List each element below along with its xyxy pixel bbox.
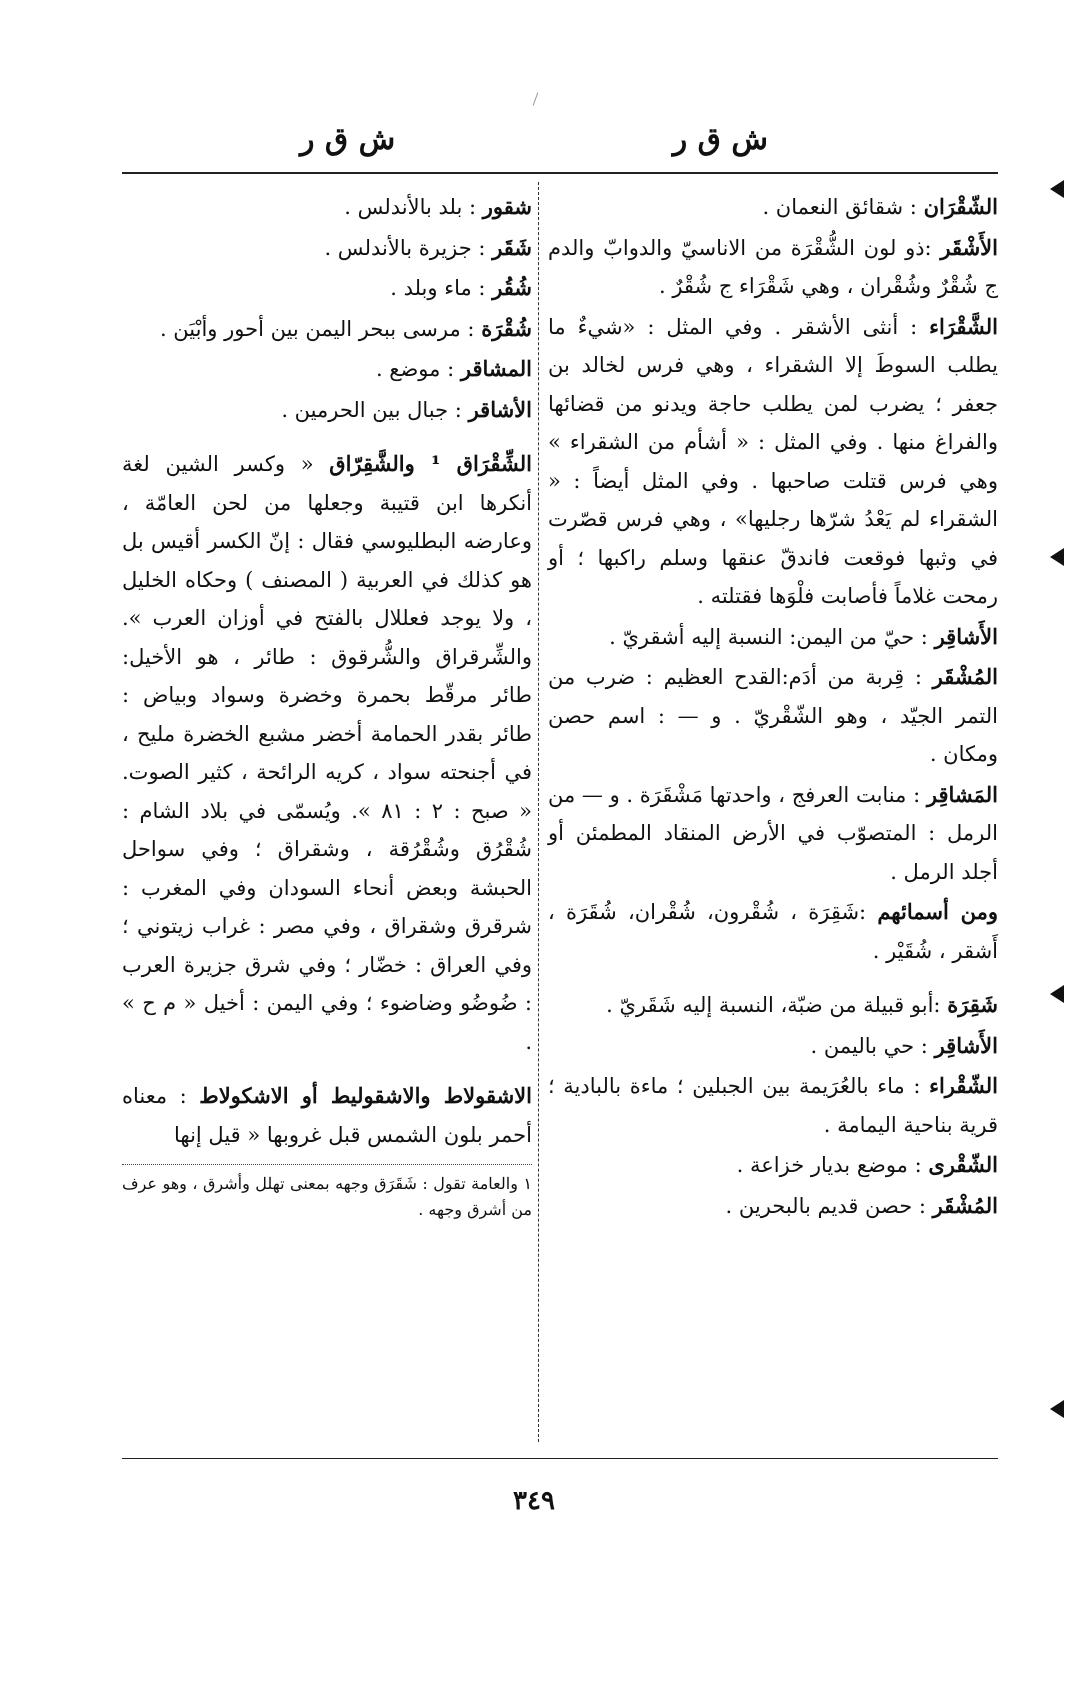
margin-mark	[1050, 985, 1064, 1003]
dictionary-entry	[548, 308, 998, 616]
definition: : قِربة من أدَم:القدح العظيم : ضرب من التمر الجيّد ، وهو الشّقْريّ . و — : اسم حصن ومكان .	[548, 665, 998, 766]
definition: : مرسى ببحر اليمن بين أحور وأبْيَن .	[159, 316, 475, 341]
headword: الأشاقر	[468, 396, 532, 422]
definition: : ماء بالعُرَيمة بين الجبلين ؛ ماءة بالبادية ؛ قرية بناحية اليمامة .	[548, 1074, 998, 1137]
definition: : منابت العرفج ، واحدتها مَشْقَرَة . و — من الرمل : المتصوّب في الأرض المنقاد المطمئن أو أجلد الرمل .	[548, 782, 998, 884]
dictionary-entry	[548, 776, 998, 892]
headword: الشّقْرى	[928, 1152, 998, 1177]
definition: :شَقِرَة ، شُقْرون، شُقْران، شُقَرَة ، أَشقر ، شُقَيْر .	[548, 900, 998, 963]
definition: : حصن قديم بالبحرين .	[725, 1193, 926, 1218]
headword: شُقُر	[492, 275, 532, 300]
definition: : شقائق النعمان .	[762, 195, 917, 219]
section-gap	[548, 972, 998, 986]
headword: المشاقر	[460, 356, 532, 381]
dictionary-entry	[548, 1067, 998, 1144]
header-rule	[122, 172, 998, 174]
headword: المَشاقِر	[926, 781, 998, 807]
definition: : جبال بين الحرمين .	[281, 397, 462, 422]
headword: شَقَر	[492, 234, 532, 260]
definition: : ماء وبلد .	[390, 276, 486, 300]
definition: : موضع .	[375, 357, 455, 381]
dictionary-entry	[122, 350, 532, 389]
definition: :ذو لون الشُّقْرَة من الاناسيّ والدوابّ والدم ج شُقْرٌ وشُقْران ، وهي شَقْرَاء ج شُقْرٌ .	[548, 235, 998, 298]
section-gap	[122, 1063, 532, 1077]
headword: الشِّقْرَاق ¹ والشَّقِرّاق	[329, 451, 532, 476]
dictionary-entry	[548, 986, 998, 1025]
definition: : جزيرة بالأندلس .	[324, 235, 486, 260]
headword: الاشقولاط والاشقوليط أو الاشكولاط	[199, 1083, 532, 1108]
definition: : حيّ من اليمن: النسبة إليه أشقريّ .	[609, 624, 928, 649]
headword: شَقِرَة	[947, 992, 998, 1017]
footer-rule	[122, 1458, 998, 1459]
dictionary-entry	[122, 188, 532, 227]
dictionary-entry	[548, 658, 998, 774]
headword: الأَشاقِر	[934, 623, 998, 649]
dictionary-entry	[122, 229, 532, 268]
running-head-left: ش ق ر	[300, 122, 396, 157]
headword: ومن أسمائهم	[877, 899, 998, 924]
definition: : حي باليمن .	[810, 1033, 928, 1058]
dictionary-entry	[122, 269, 532, 308]
dictionary-entry	[122, 310, 532, 349]
headword: الشّقْرَان	[923, 194, 998, 219]
headword: شقور	[482, 194, 532, 219]
definition: « وكسر الشين لغة أنكرها ابن قتيبة وجعلها من لحن العامّة ، وعارضه البطليوسي فقال : إنّ الكسر أقيس بل هو كذلك في العربية ( المصنف ) وحكاه الخليل ، ولا يوجد فعللال بالفتح في أوزان العرب ». والشِّرقراق والشُّرقوق : طائر ، هو الأخيل: طائر مرقّط بحمرة وخضرة وسواد وبياض : طائر بقدر الحمامة أخضر مشبع الخضرة مليح ، في أجنحته سواد ، كريه الرائحة ، كثير الصوت. « صبح : ٢ : ٨١ ». ويُسمّى في بلاد الشام : شُقْرُق وشُقْرُقة ، وشقراق ؛ وفي سواحل الحبشة وبعض أنحاء السودان وفي المغرب : شرقرق وشقراق ، وفي مصر : غراب زيتوني ؛ وفي العراق : خضّار ؛ وفي شرق جزيرة العرب : ضُوضُو وضاضوء ؛ وفي اليمن : أخيل « م ح » .	[122, 452, 532, 1054]
dictionary-entry	[548, 1027, 998, 1066]
margin-mark	[1050, 1400, 1064, 1418]
headword: شُقْرَة	[481, 315, 532, 341]
margin-mark	[1050, 548, 1064, 566]
definition: : أنثى الأشقر . وفي المثل : «شيءٌ ما يطلب السوطَ إلا الشقراء ، وهي فرس لخالد بن جعفر ؛ يضرب لمن يطلب حاجة ويدنو من قضائها والفراغ منها . وفي المثل : « أشأم من الشقراء » وهي فرس قتلت صاحبها . وفي المثل أيضاً : « الشقراء لم يَعْدُ شرّها رجليها» ، وهي فرس قصّرت في وثبها فوقعت فاندقّ عنقها وسلم راكبها ؛ أو رمحت غلاماً فأصابت فلْوَها فقتلته .	[548, 314, 998, 608]
headword: الشَّقْرَاء	[929, 313, 998, 339]
page-number: ٣٤٩	[513, 1486, 555, 1516]
dictionary-entry	[122, 1077, 532, 1154]
headword: الأَشْقَر	[940, 234, 998, 260]
column-divider	[538, 182, 539, 1442]
scan-speck	[533, 92, 539, 105]
dictionary-entry	[548, 1146, 998, 1185]
footnote: ١ والعامة تقول : شَقَرَق وجهه بمعنى تهلل وأشرق ، وهو عرف من أشرق وجهه .	[122, 1174, 532, 1219]
definition: : بلد بالأندلس .	[344, 195, 477, 219]
dictionary-entry	[122, 445, 532, 1061]
margin-mark	[1050, 180, 1064, 198]
section-gap	[122, 431, 532, 445]
dictionary-entry	[548, 1187, 998, 1226]
dictionary-entry	[548, 229, 998, 306]
left-column	[122, 188, 532, 1223]
dictionary-entry	[548, 618, 998, 657]
footnote-rule	[122, 1164, 532, 1165]
dictionary-entry	[548, 188, 998, 227]
definition: : موضع بديار خزاعة .	[736, 1153, 922, 1177]
headword: المُشْقَر	[932, 664, 998, 689]
running-head-right: ش ق ر	[672, 122, 768, 157]
definition: :أبو قبيلة من ضبّة، النسبة إليه شَقَريّ .	[606, 993, 941, 1017]
dictionary-entry	[548, 893, 998, 970]
right-column	[548, 188, 998, 1227]
headword: الشّقْراء	[929, 1073, 998, 1098]
dictionary-entry	[122, 391, 532, 430]
headword: الأَشاقِر	[934, 1032, 998, 1058]
definition: : معناه أحمر بلون الشمس قبل غروبها « قيل إنها	[122, 1084, 532, 1147]
headword: المُشْقَر	[932, 1192, 998, 1218]
